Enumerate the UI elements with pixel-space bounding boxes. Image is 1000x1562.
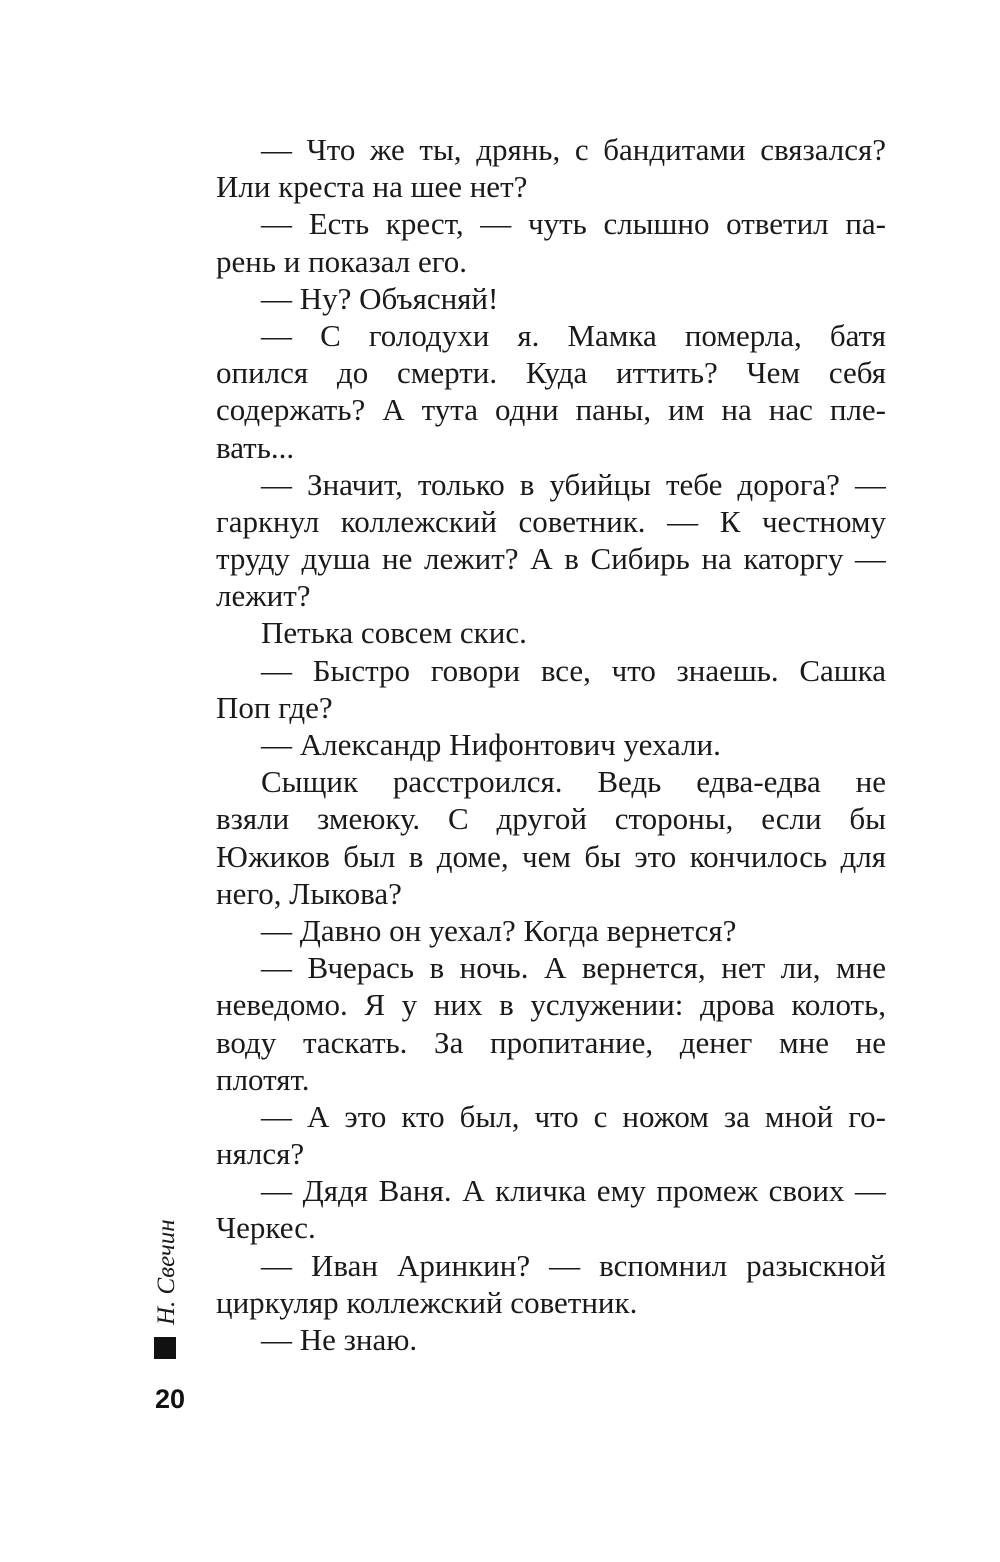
running-head-author: Н. Свечин (153, 1219, 180, 1325)
text-line: — Ну? Объясняй! (261, 280, 499, 316)
text-line: — Быстро говори все, что знаешь. Сашка (261, 652, 886, 688)
text-line: — Значит, только в убийцы тебе дорога? — (261, 466, 886, 502)
text-line: лежит? (216, 578, 311, 614)
text-line: рень и показал его. (216, 243, 467, 279)
text-line: Поп где? (216, 689, 333, 725)
text-line: — Иван Аринкин? — вспомнил разыскной (261, 1247, 886, 1283)
text-line: — Есть крест, — чуть слышно ответил па- (261, 206, 886, 242)
text-line: плотят. (216, 1061, 310, 1097)
text-line: — А это кто был, что с ножом за мной го- (261, 1098, 886, 1134)
text-line: нялся? (216, 1136, 305, 1172)
text-line: труду душа не лежит? А в Сибирь на каторгу — (216, 541, 886, 577)
text-line: воду таскать. За пропитание, денег мне не (216, 1024, 886, 1060)
text-line: циркуляр коллежский советник. (216, 1284, 638, 1320)
text-line: — Что же ты, дрянь, с бандитами связался? (261, 132, 886, 167)
page-text (216, 131, 886, 1358)
text-line: — Дядя Ваня. А кличка ему промеж своих — (261, 1173, 886, 1209)
text-line: — Не знаю. (261, 1322, 418, 1357)
text-line: гаркнул коллежский советник. — К честному (216, 503, 886, 539)
text-line: — Давно он уехал? Когда вернется? (261, 912, 737, 948)
page-number: 20 (154, 1384, 186, 1414)
text-line: взяли змеюку. С другой стороны, если бы (216, 801, 886, 837)
text-line: вать... (216, 429, 295, 465)
text-line: — Вчерась в ночь. А вернется, нет ли, мне (261, 950, 886, 986)
text-line: неведомо. Я у них в услужении: дрова колоть, (216, 987, 886, 1023)
text-line: него, Лыкова? (216, 875, 402, 911)
text-line: опился до смерти. Куда иттить? Чем себя (216, 355, 886, 391)
square-marker-icon (154, 1337, 176, 1359)
text-line: Петька совсем скис. (261, 615, 527, 651)
text-line: — Александр Нифонтович уехали. (261, 727, 721, 762)
text-line: — С голодухи я. Мамка померла, батя (261, 317, 886, 353)
text-line: Сыщик расстроился. Ведь едва-едва не (261, 764, 886, 800)
text-line: Южиков был в доме, чем бы это кончилось для (216, 838, 886, 874)
text-line: содержать? А тута одни паны, им на нас пле- (216, 392, 886, 428)
text-line: Или креста на шее нет? (216, 169, 528, 205)
text-line: Черкес. (216, 1210, 316, 1246)
